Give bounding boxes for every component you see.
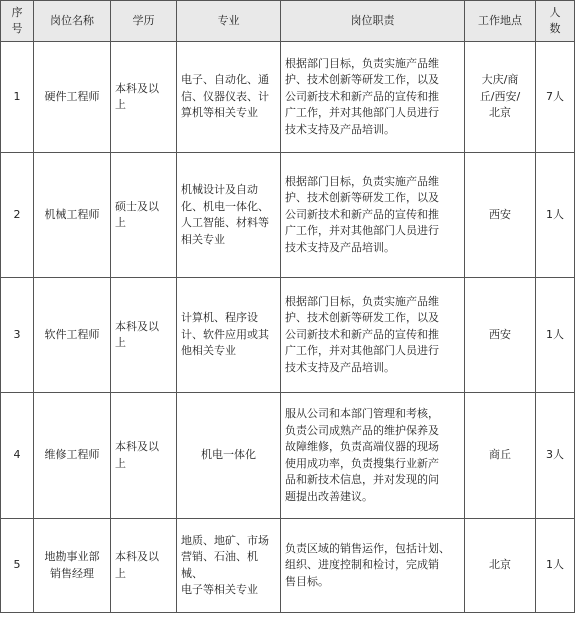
header-row	[1, 1, 575, 42]
header-major: 专业	[177, 1, 281, 42]
cell-education: 本科及以 上	[111, 519, 177, 613]
table-row	[1, 42, 575, 153]
cell-position: 维修工程师	[34, 393, 111, 519]
cell-education: 本科及以 上	[111, 42, 177, 153]
cell-position: 硬件工程师	[34, 42, 111, 153]
cell-count: 1人	[536, 278, 575, 393]
cell-location: 西安	[465, 153, 536, 278]
table-row	[1, 278, 575, 393]
cell-position: 软件工程师	[34, 278, 111, 393]
cell-no: 1	[1, 42, 34, 153]
cell-count: 1人	[536, 519, 575, 613]
cell-location: 大庆/商 丘/西安/ 北京	[465, 42, 536, 153]
table-row	[1, 519, 575, 613]
cell-education: 本科及以 上	[111, 393, 177, 519]
header-count: 人 数	[536, 1, 575, 42]
cell-major: 机械设计及自动 化、机电一体化、 人工智能、材料等 相关专业	[177, 153, 281, 278]
cell-major: 计算机、程序设 计、软件应用或其 他相关专业	[177, 278, 281, 393]
cell-position: 机械工程师	[34, 153, 111, 278]
cell-no: 2	[1, 153, 34, 278]
header-no: 序 号	[1, 1, 34, 42]
header-position: 岗位名称	[34, 1, 111, 42]
cell-count: 3人	[536, 393, 575, 519]
table-row	[1, 153, 575, 278]
cell-location: 商丘	[465, 393, 536, 519]
header-education: 学历	[111, 1, 177, 42]
cell-no: 5	[1, 519, 34, 613]
table-row	[1, 393, 575, 519]
cell-major: 机电一体化	[177, 393, 281, 519]
header-location: 工作地点	[465, 1, 536, 42]
cell-major: 电子、自动化、通 信、仪器仪表、计 算机等相关专业	[177, 42, 281, 153]
cell-duty: 根据部门目标，负责实施产品维 护、技术创新等研发工作，以及 公司新技术和新产品的宣传和推 广工作，并对其他部门人员进行 技术支持及产品培训。	[281, 42, 465, 153]
cell-count: 1人	[536, 153, 575, 278]
cell-duty: 服从公司和本部门管理和考核， 负责公司成熟产品的维护保养及 故障维修，负责高端仪器的现场 使用成功率，负责搜集行业新产 品和新技术信息，并对发现的问 题提出改善建议。	[281, 393, 465, 519]
cell-no: 3	[1, 278, 34, 393]
cell-duty: 负责区域的销售运作，包括计划、 组织、进度控制和检讨，完成销 售目标。	[281, 519, 465, 613]
cell-education: 硕士及以 上	[111, 153, 177, 278]
header-duty: 岗位职责	[281, 1, 465, 42]
cell-location: 北京	[465, 519, 536, 613]
cell-major: 地质、地矿、市场 营销、石油、机械、 电子等相关专业	[177, 519, 281, 613]
cell-duty: 根据部门目标，负责实施产品维 护、技术创新等研发工作，以及 公司新技术和新产品的宣传和推 广工作，并对其他部门人员进行 技术支持及产品培训。	[281, 153, 465, 278]
cell-count: 7人	[536, 42, 575, 153]
cell-duty: 根据部门目标，负责实施产品维 护、技术创新等研发工作，以及 公司新技术和新产品的宣传和推 广工作，并对其他部门人员进行 技术支持及产品培训。	[281, 278, 465, 393]
cell-location: 西安	[465, 278, 536, 393]
cell-position: 地勘事业部 销售经理	[34, 519, 111, 613]
cell-no: 4	[1, 393, 34, 519]
cell-education: 本科及以 上	[111, 278, 177, 393]
